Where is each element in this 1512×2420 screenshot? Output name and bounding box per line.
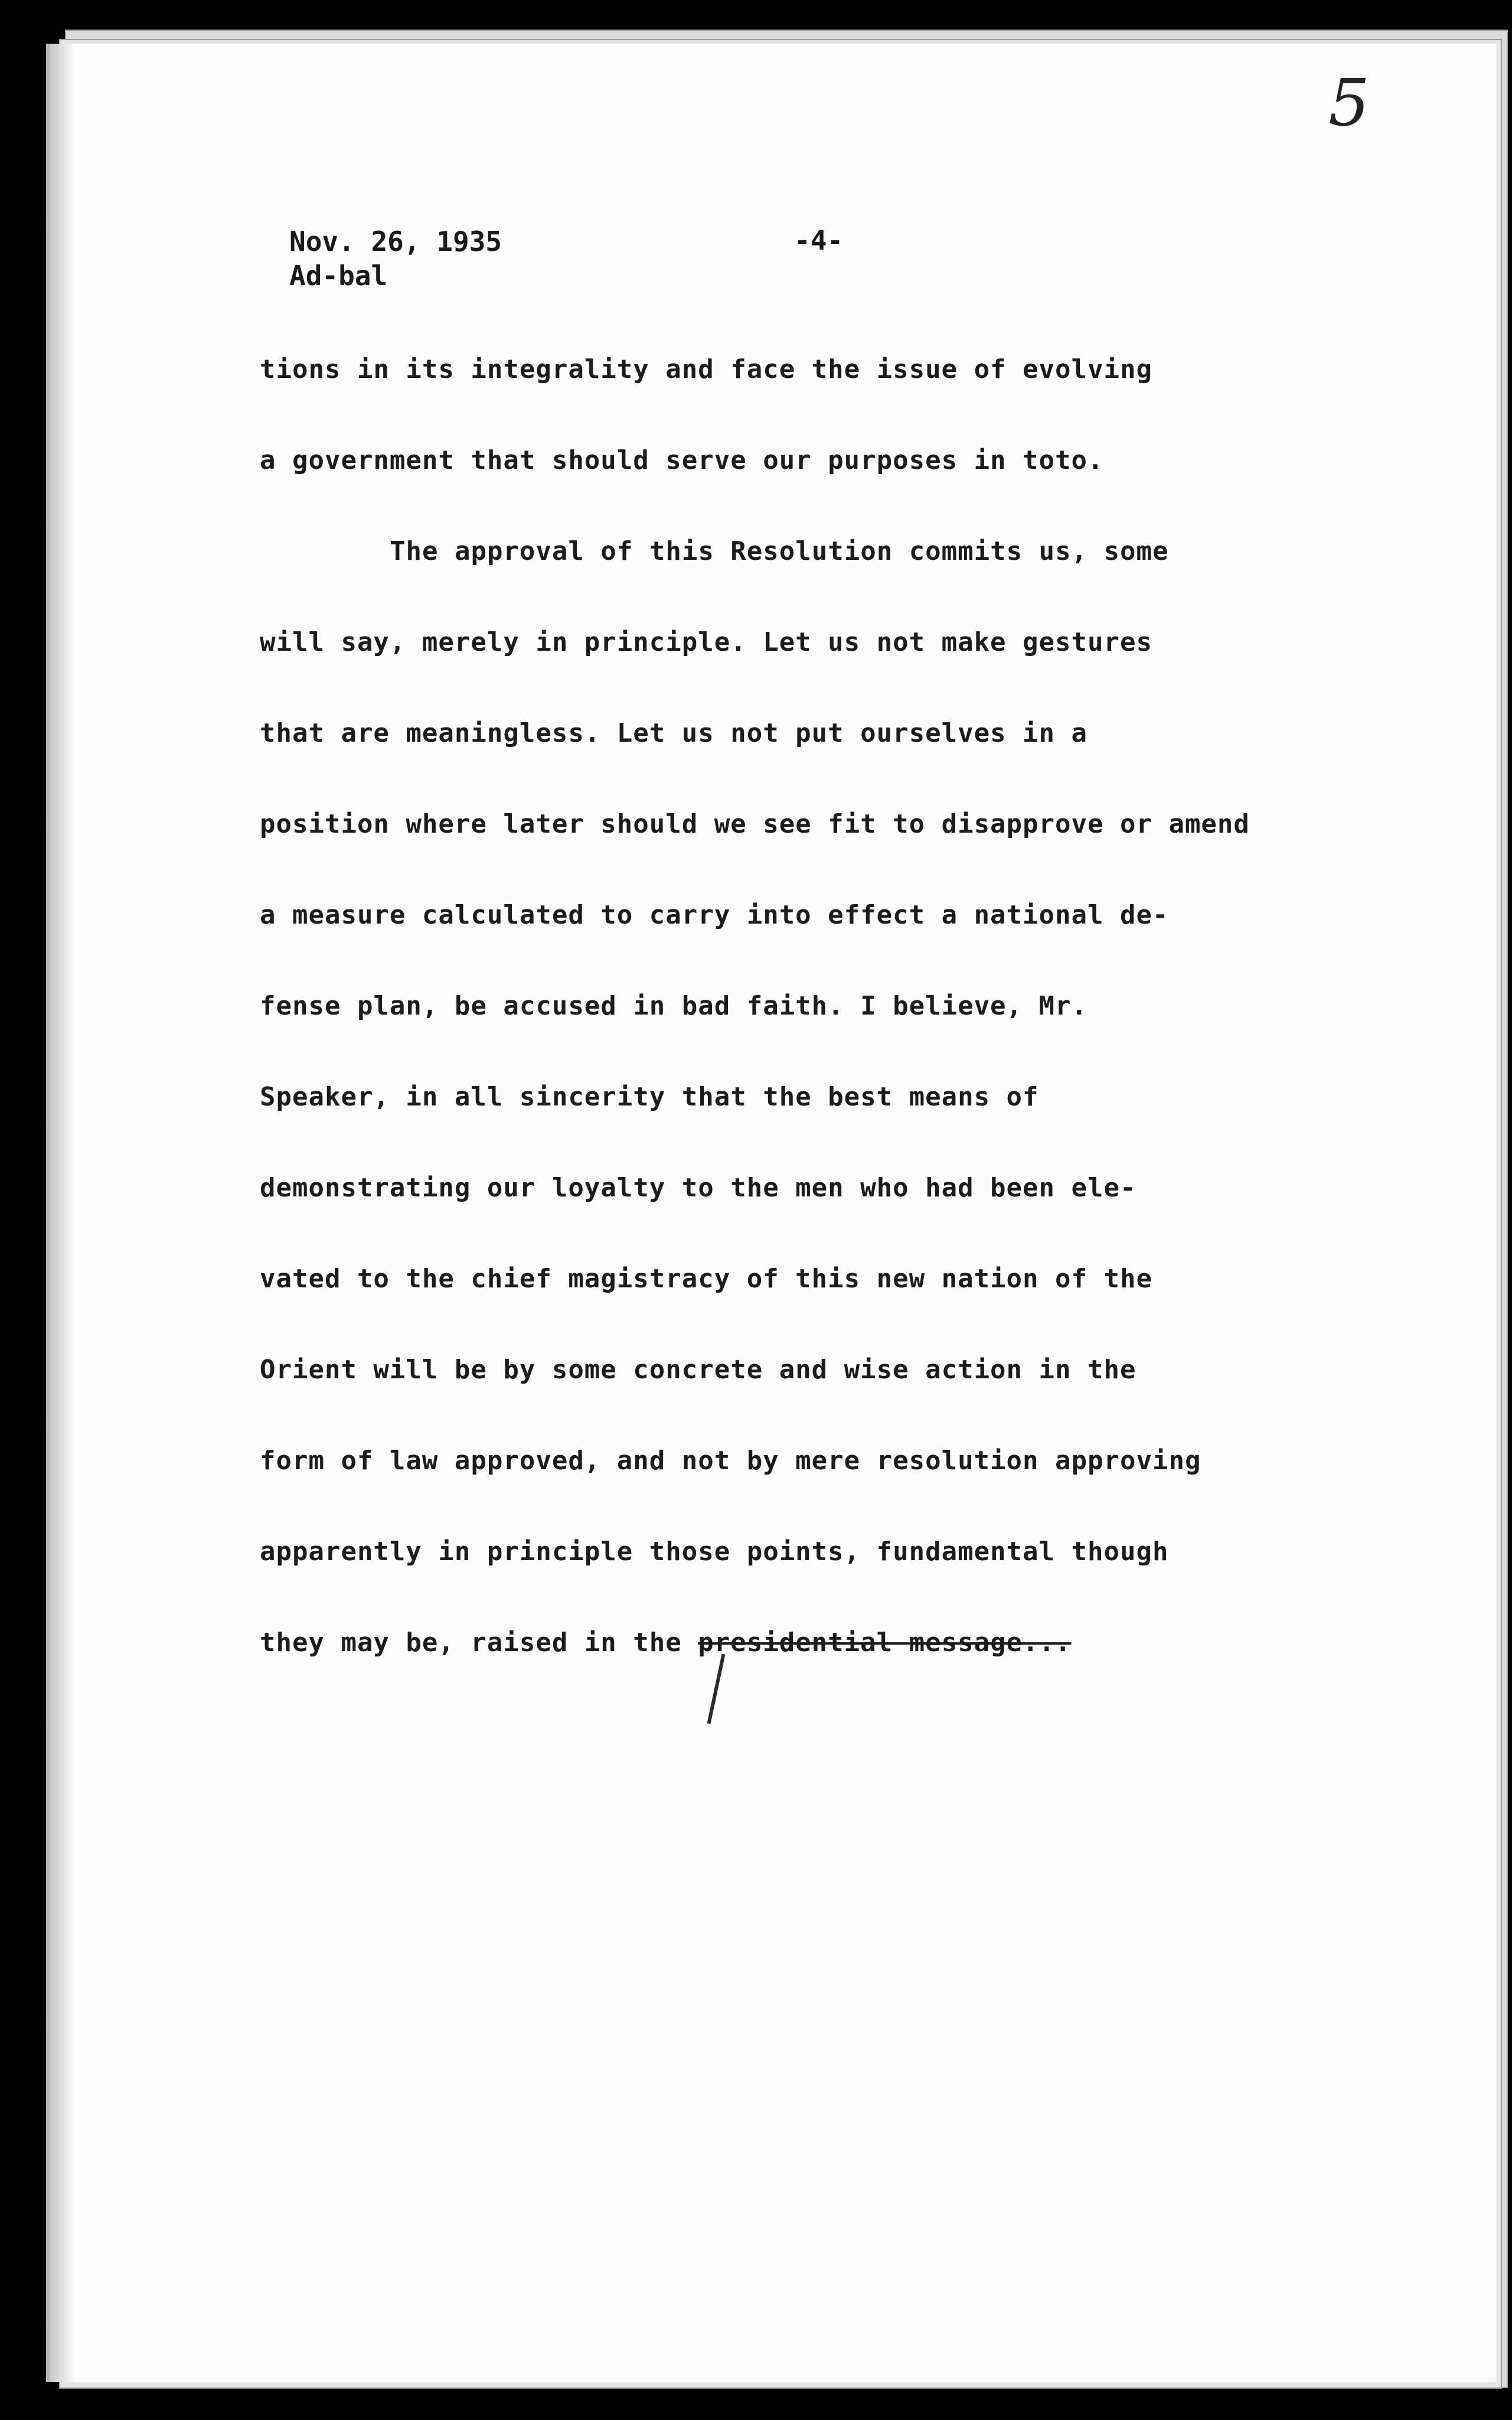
text-line: that are meaningless. Let us not put ourselves in a	[260, 718, 1088, 748]
text-line: fense plan, be accused in bad faith. I believe, Mr.	[260, 991, 1088, 1021]
text-line: form of law approved, and not by mere resolution approving	[260, 1446, 1201, 1476]
header-code: Ad-bal	[289, 260, 388, 292]
header-page-number: -4-	[794, 224, 844, 256]
document-header	[289, 224, 502, 293]
text-line: a government that should serve our purposes in toto.	[260, 445, 1104, 475]
header-date: Nov. 26, 1935	[289, 226, 502, 257]
text-plain: they may be, raised in the	[260, 1628, 698, 1658]
text-line: Speaker, in all sincerity that the best means of	[260, 1082, 1039, 1112]
last-text-line	[260, 1628, 1417, 1718]
text-line: apparently in principle those points, fundamental though	[260, 1537, 1169, 1567]
text-line: vated to the chief magistracy of this new nation of the	[260, 1264, 1152, 1294]
text-line: Orient will be by some concrete and wise action in the	[260, 1355, 1137, 1385]
handwritten-page-number: 5	[1328, 65, 1370, 141]
text-line: demonstrating our loyalty to the men who had been ele-	[260, 1173, 1137, 1203]
struck-text: presidential message...	[698, 1628, 1072, 1658]
paragraph-start-line: The approval of this Resolution commits us, some	[390, 536, 1169, 566]
text-line: position where later should we see fit to disapprove or amend	[260, 809, 1250, 839]
document-body	[260, 354, 1417, 1718]
text-line: will say, merely in principle. Let us not make gestures	[260, 627, 1152, 657]
text-line: tions in its integrality and face the issue of evolving	[260, 354, 1152, 384]
text-line: a measure calculated to carry into effect a national de-	[260, 900, 1169, 930]
